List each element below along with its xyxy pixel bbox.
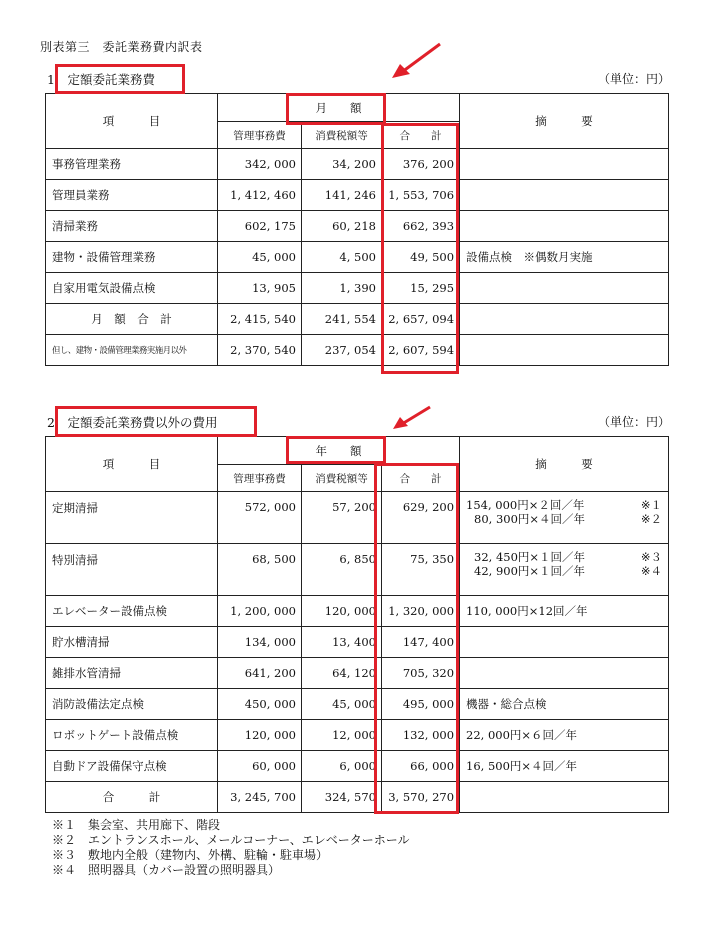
sum-tax: 324, 570 <box>302 782 382 813</box>
row-mgmt: 572, 000 <box>218 492 302 544</box>
note-mark: ※１ <box>640 498 663 512</box>
row-item: 管理員業務 <box>46 180 218 211</box>
footnote: ※１ 集会室、共用廊下、階段 <box>52 818 221 832</box>
row-mgmt: 1, 200, 000 <box>218 596 302 627</box>
row-tax: 6, 850 <box>302 544 382 596</box>
row-tax: 141, 246 <box>302 180 382 211</box>
footnotes <box>52 818 409 878</box>
row-item: 定期清掃 <box>46 492 218 544</box>
row-mgmt: 120, 000 <box>218 720 302 751</box>
row-total: 495, 000 <box>382 689 460 720</box>
row-tax: 13, 400 <box>302 627 382 658</box>
highlight-box-total-column <box>381 123 459 374</box>
footnote: ※２ エントランスホール、メールコーナー、エレベーターホール <box>52 833 410 847</box>
row-item: 貯水槽清掃 <box>46 627 218 658</box>
sum-remarks <box>460 304 669 335</box>
note-mark: ※３ <box>640 550 663 564</box>
row-item: 消防設備法定点検 <box>46 689 218 720</box>
row-tax: 4, 500 <box>302 242 382 273</box>
sum-mgmt: 2, 415, 540 <box>218 304 302 335</box>
row-mgmt: 1, 412, 460 <box>218 180 302 211</box>
row-item: 自動ドア設備保守点検 <box>46 751 218 782</box>
row-total: 662, 393 <box>382 211 460 242</box>
table2 <box>45 436 669 813</box>
row-tax: 64, 120 <box>302 658 382 689</box>
row-total: 15, 295 <box>382 273 460 304</box>
row-item: 特別清掃 <box>46 544 218 596</box>
row-tax: 6, 000 <box>302 751 382 782</box>
note-mark: ※４ <box>640 564 663 578</box>
row-remarks <box>460 273 669 304</box>
table-row <box>46 544 669 596</box>
odd-month-remarks <box>460 335 669 366</box>
table2-header-remarks: 摘 要 <box>460 437 669 492</box>
remark-line: 80, 300円×４回／年 <box>474 512 586 526</box>
row-remarks: 設備点検 ※偶数月実施 <box>460 242 669 273</box>
table-row <box>46 751 669 782</box>
highlight-box-total-column <box>374 463 459 814</box>
row-remarks <box>460 180 669 211</box>
row-remarks <box>460 627 669 658</box>
sum-remarks <box>460 782 669 813</box>
remark-line: 32, 450円×１回／年 <box>474 550 586 564</box>
row-total: 1, 320, 000 <box>382 596 460 627</box>
highlight-box-monthly <box>286 93 386 125</box>
sum-label: 月 額 合 計 <box>46 304 218 335</box>
table2-header-item: 項 目 <box>46 437 218 492</box>
remark-line: 154, 000円×２回／年 <box>466 498 585 512</box>
row-tax: 12, 000 <box>302 720 382 751</box>
row-remarks <box>460 492 669 544</box>
row-total: 705, 320 <box>382 658 460 689</box>
table2-header-group: 年 額 <box>218 437 460 465</box>
odd-month-row <box>46 335 669 366</box>
row-mgmt: 60, 000 <box>218 751 302 782</box>
table1-header-total: 合 計 <box>382 122 460 149</box>
table-row <box>46 211 669 242</box>
row-mgmt: 68, 500 <box>218 544 302 596</box>
odd-month-label: 但し、建物・設備管理業務実施月以外 <box>46 335 218 366</box>
highlight-box-annual <box>286 436 386 464</box>
remark-line: 42, 900円×１回／年 <box>474 564 586 578</box>
section1-heading: 1．定額委託業務費 <box>47 72 155 87</box>
row-total: 147, 400 <box>382 627 460 658</box>
table2-header-tax: 消費税額等 <box>302 465 382 492</box>
note-mark: ※２ <box>640 512 663 526</box>
odd-month-total: 2, 607, 594 <box>382 335 460 366</box>
odd-month-tax: 237, 054 <box>302 335 382 366</box>
row-remarks <box>460 211 669 242</box>
table2-header-mgmt: 管理事務費 <box>218 465 302 492</box>
table-row <box>46 596 669 627</box>
table-row <box>46 273 669 304</box>
row-item: 建物・設備管理業務 <box>46 242 218 273</box>
sum-mgmt: 3, 245, 700 <box>218 782 302 813</box>
table1-header-item: 項 目 <box>46 94 218 149</box>
table1-header-group: 月 額 <box>218 94 460 122</box>
sum-row <box>46 304 669 335</box>
row-item: エレベーター設備点検 <box>46 596 218 627</box>
row-tax: 120, 000 <box>302 596 382 627</box>
table-row <box>46 689 669 720</box>
section2-heading: 2．定額委託業務費以外の費用 <box>47 415 218 430</box>
sum-tax: 241, 554 <box>302 304 382 335</box>
row-total: 629, 200 <box>382 492 460 544</box>
row-remarks: 機器・総合点検 <box>460 689 669 720</box>
row-tax: 1, 390 <box>302 273 382 304</box>
sum-label: 合 計 <box>46 782 218 813</box>
table1-header-remarks: 摘 要 <box>460 94 669 149</box>
arrow-icon <box>388 40 448 82</box>
row-remarks <box>460 149 669 180</box>
row-item: ロボットゲート設備点検 <box>46 720 218 751</box>
sum-row <box>46 782 669 813</box>
odd-month-mgmt: 2, 370, 540 <box>218 335 302 366</box>
row-remarks <box>460 544 669 596</box>
row-remarks: 16, 500円×４回／年 <box>460 751 669 782</box>
footnote: ※３ 敷地内全般（建物内、外構、駐輪・駐車場） <box>52 848 329 862</box>
row-tax: 57, 200 <box>302 492 382 544</box>
table-row <box>46 627 669 658</box>
row-remarks <box>460 658 669 689</box>
row-item: 清掃業務 <box>46 211 218 242</box>
row-mgmt: 602, 175 <box>218 211 302 242</box>
arrow-icon <box>390 404 436 434</box>
row-mgmt: 134, 000 <box>218 627 302 658</box>
section2-unit: （単位：円） <box>598 415 671 429</box>
table-row <box>46 180 669 211</box>
document-title: 別表第三 委託業務費内訳表 <box>40 40 203 54</box>
sum-total: 3, 570, 270 <box>382 782 460 813</box>
row-total: 1, 553, 706 <box>382 180 460 211</box>
row-item: 自家用電気設備点検 <box>46 273 218 304</box>
row-total: 66, 000 <box>382 751 460 782</box>
table-row <box>46 242 669 273</box>
row-total: 132, 000 <box>382 720 460 751</box>
row-remarks: 22, 000円×６回／年 <box>460 720 669 751</box>
table-row <box>46 149 669 180</box>
table-row <box>46 492 669 544</box>
highlight-box-section1-heading <box>55 64 185 94</box>
row-remarks: 110, 000円×12回／年 <box>460 596 669 627</box>
row-total: 75, 350 <box>382 544 460 596</box>
highlight-box-section2-heading <box>55 406 257 437</box>
row-tax: 60, 218 <box>302 211 382 242</box>
sum-total: 2, 657, 094 <box>382 304 460 335</box>
table1 <box>45 93 669 366</box>
row-tax: 45, 000 <box>302 689 382 720</box>
row-mgmt: 641, 200 <box>218 658 302 689</box>
row-item: 事務管理業務 <box>46 149 218 180</box>
row-mgmt: 450, 000 <box>218 689 302 720</box>
row-item: 雑排水管清掃 <box>46 658 218 689</box>
table-row <box>46 658 669 689</box>
row-mgmt: 45, 000 <box>218 242 302 273</box>
row-mgmt: 342, 000 <box>218 149 302 180</box>
footnote: ※４ 照明器具（カバー設置の照明器具） <box>52 863 281 877</box>
table2-header-total: 合 計 <box>382 465 460 492</box>
table1-header-tax: 消費税額等 <box>302 122 382 149</box>
row-mgmt: 13, 905 <box>218 273 302 304</box>
row-tax: 34, 200 <box>302 149 382 180</box>
row-total: 376, 200 <box>382 149 460 180</box>
row-total: 49, 500 <box>382 242 460 273</box>
section1-unit: （単位：円） <box>598 72 671 86</box>
table1-header-mgmt: 管理事務費 <box>218 122 302 149</box>
table-row <box>46 720 669 751</box>
